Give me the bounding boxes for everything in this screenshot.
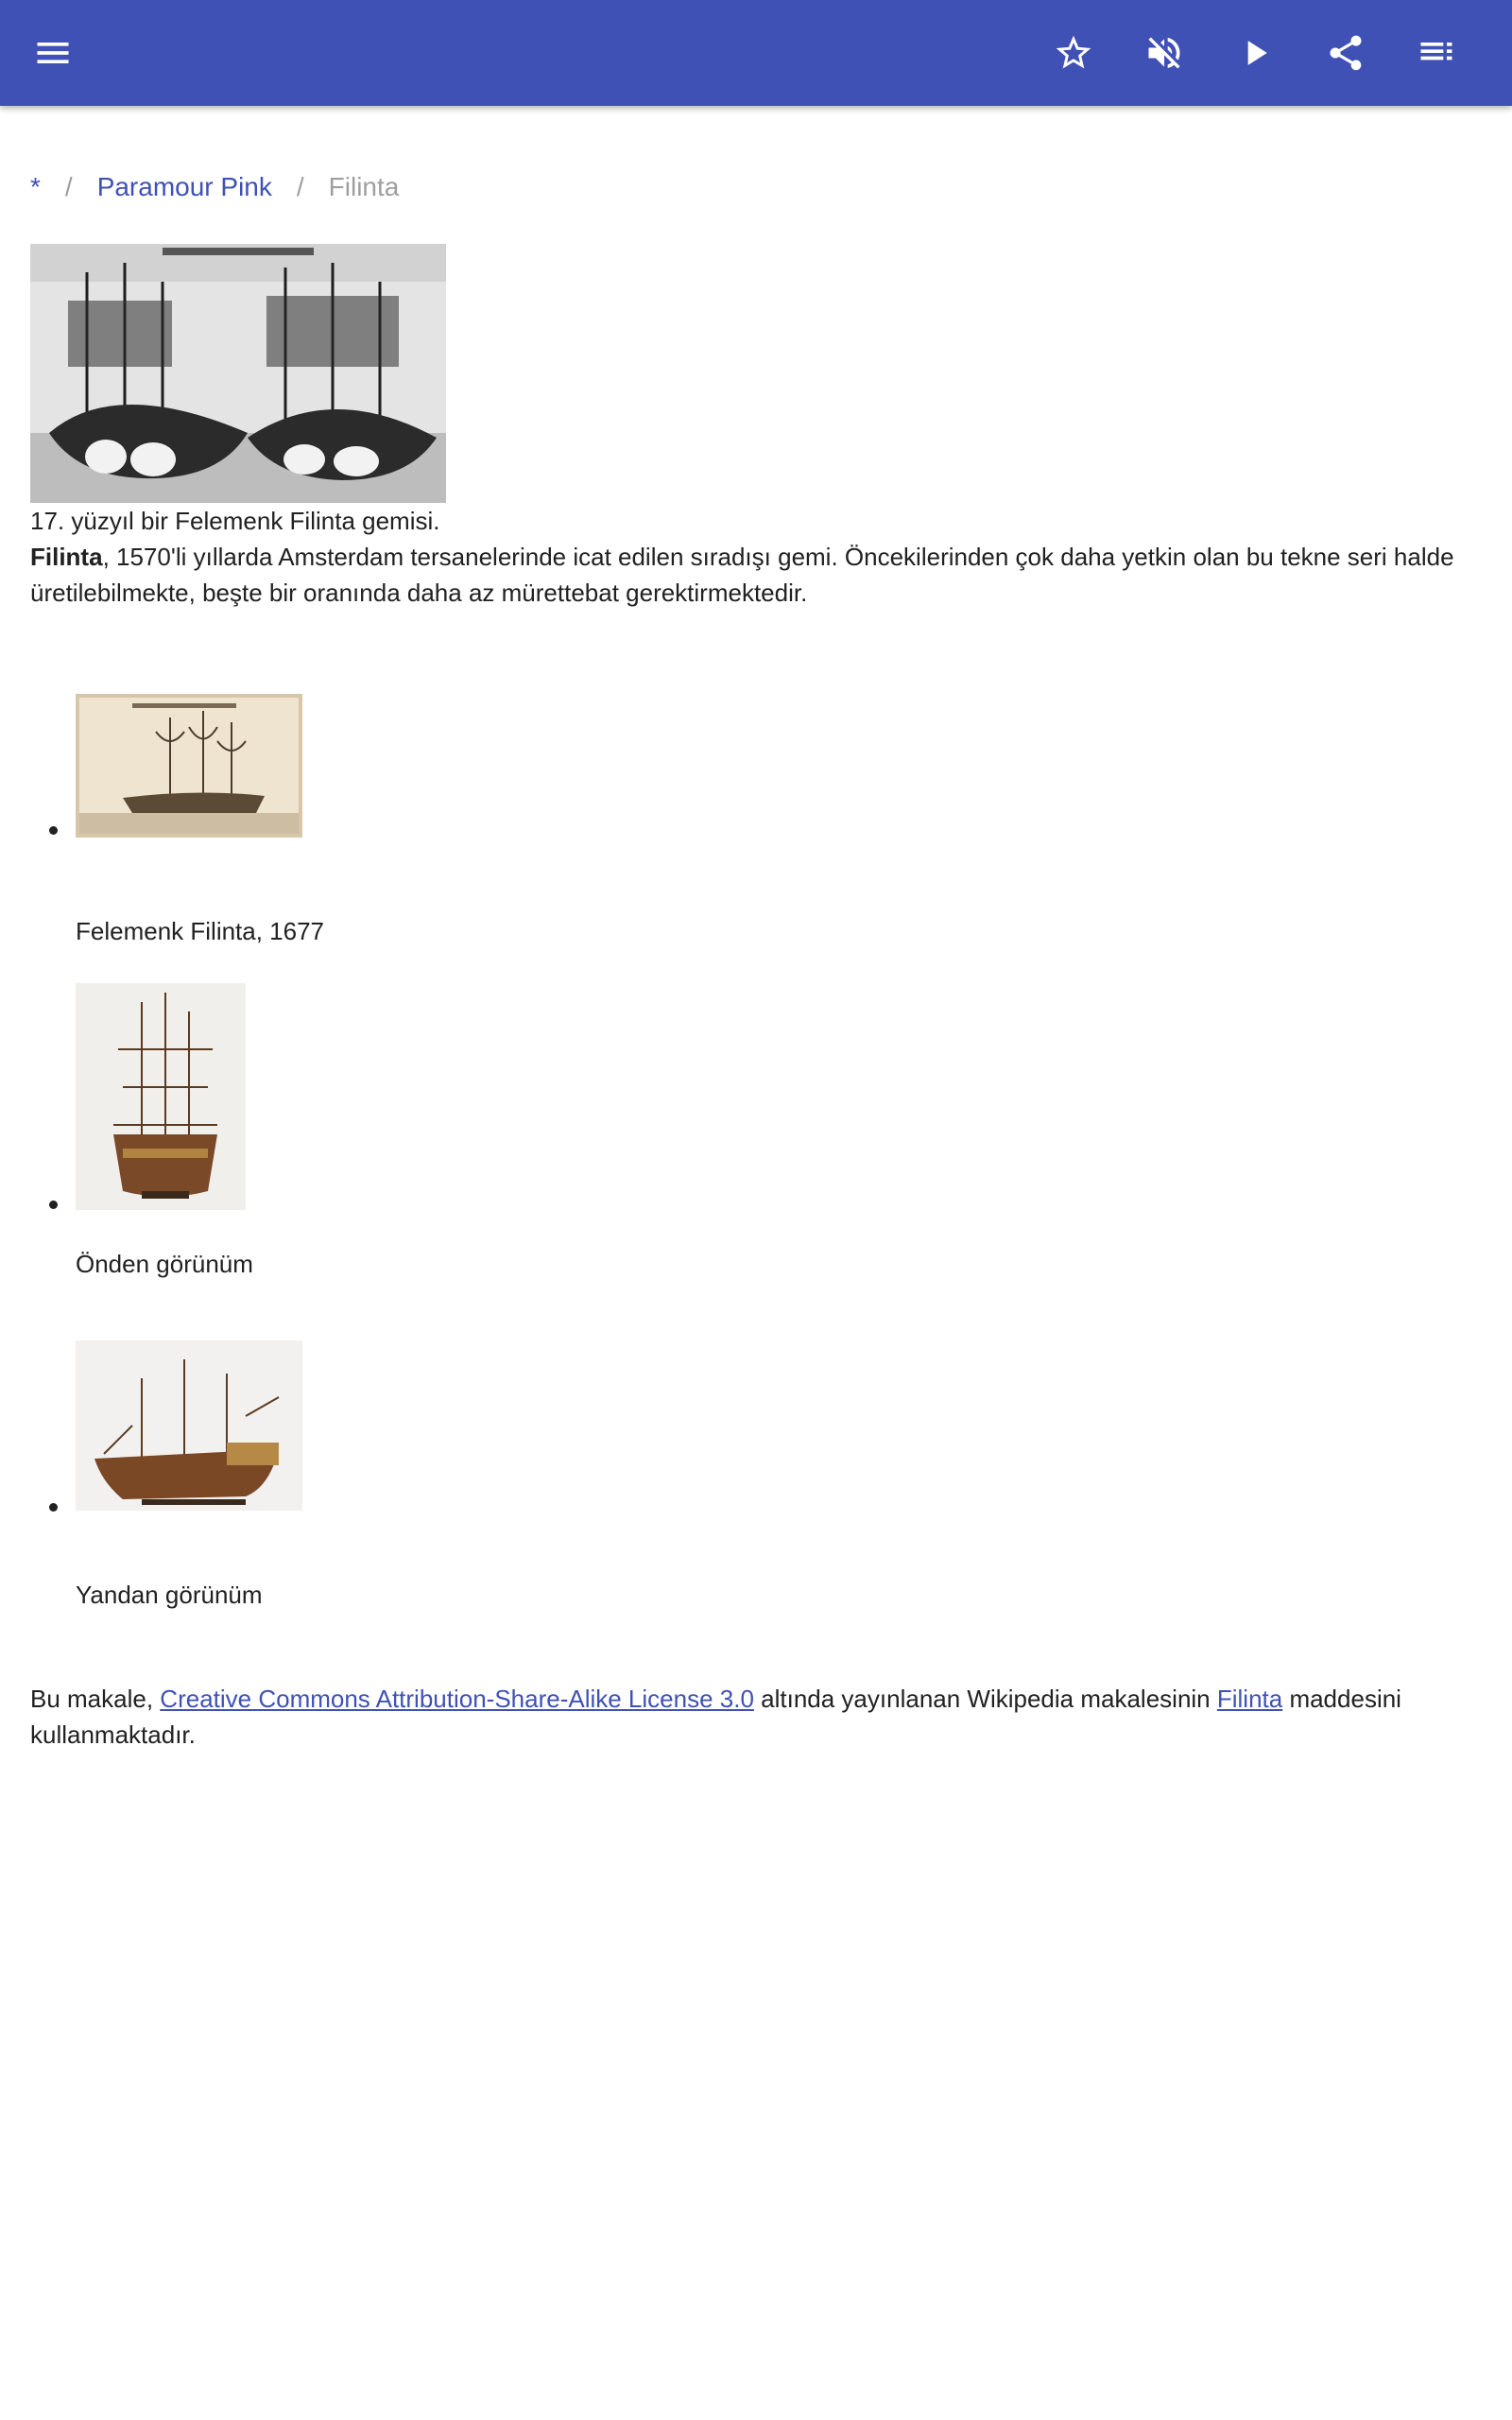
image-gallery <box>30 690 1448 1635</box>
playlist-icon[interactable] <box>1410 26 1463 79</box>
hero-image-caption: 17. yüzyıl bir Felemenk Filinta gemisi. <box>30 507 440 535</box>
attribution-middle: altında yayınlanan Wikipedia makalesinin <box>753 1685 1217 1713</box>
list-bullet <box>49 1503 58 1512</box>
app-bar <box>0 0 1512 106</box>
gallery-caption: Yandan görünüm <box>76 1581 263 1609</box>
attribution-prefix: Bu makale, <box>30 1685 161 1713</box>
breadcrumb-separator: / <box>64 172 73 201</box>
menu-icon[interactable] <box>26 26 79 79</box>
gallery-caption: Felemenk Filinta, 1677 <box>76 917 325 945</box>
breadcrumb-parent-link[interactable]: Paramour Pink <box>96 172 272 201</box>
article-lead-text: , 1570'li yıllarda Amsterdam tersanelerinde icat edilen sıradışı gemi. Öncekilerinden çok daha yetkin olan bu tekne seri halde üretilebilmekte, beşte bir oranında daha az mürettebat gerektirmektedir. <box>30 543 1454 607</box>
list-bullet <box>49 1201 58 1209</box>
article-lead-paragraph <box>30 539 1482 611</box>
breadcrumb-home-link[interactable]: * <box>30 172 41 201</box>
breadcrumb-separator: / <box>296 172 304 201</box>
gallery-image-side-view[interactable] <box>76 1340 302 1511</box>
article-content <box>30 244 1482 611</box>
share-icon[interactable] <box>1319 26 1372 79</box>
gallery-image-front-view[interactable] <box>76 983 246 1210</box>
attribution-suffix: maddesini kullanmaktadır. <box>30 1685 1401 1749</box>
play-icon[interactable] <box>1228 26 1281 79</box>
source-article-link[interactable]: Filinta <box>1216 1685 1283 1713</box>
breadcrumb <box>30 168 399 206</box>
volume-off-icon[interactable] <box>1138 26 1191 79</box>
license-link[interactable]: Creative Commons Attribution-Share-Alike License 3.0 <box>160 1685 754 1713</box>
license-attribution <box>30 1681 1448 1753</box>
list-bullet <box>49 826 58 835</box>
gallery-image-engraving[interactable] <box>76 694 302 838</box>
hero-ship-image[interactable] <box>30 244 446 503</box>
article-term: Filinta <box>30 543 103 571</box>
star-outline-icon[interactable] <box>1047 26 1100 79</box>
gallery-caption: Önden görünüm <box>76 1250 253 1278</box>
breadcrumb-current: Filinta <box>328 172 400 201</box>
